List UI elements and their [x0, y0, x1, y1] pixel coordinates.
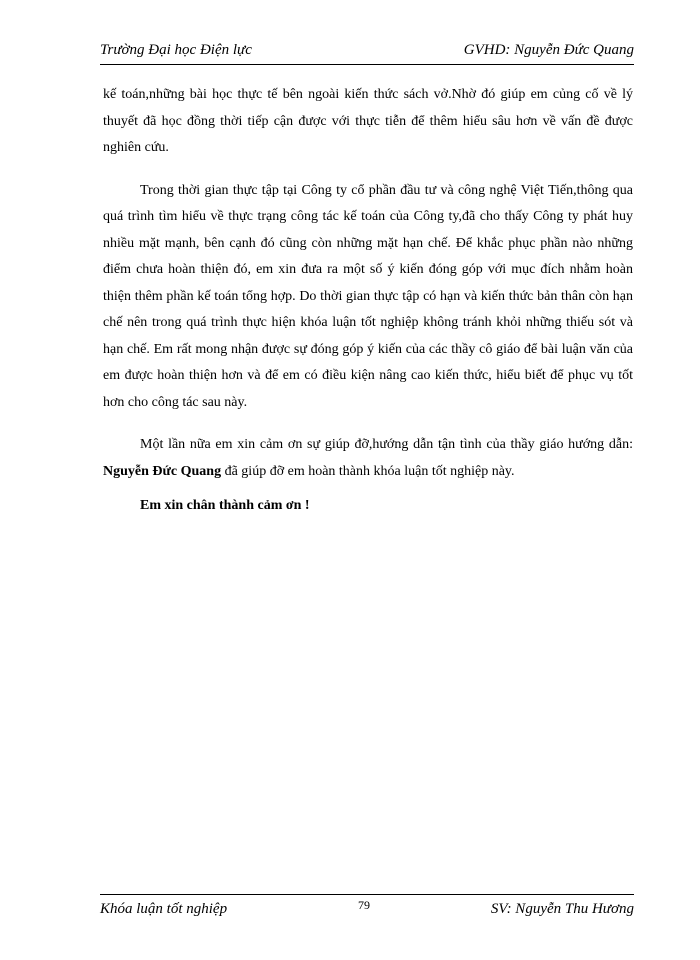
header-university: Trường Đại học Điện lực	[100, 42, 252, 58]
paragraph-3-text-after: đã giúp đỡ em hoàn thành khóa luận tốt nghiệp này.	[221, 463, 515, 479]
page-number: 79	[358, 898, 370, 912]
supervisor-name: Nguyễn Đức Quang	[103, 463, 222, 479]
paragraph-3-text-before: Một lần nữa em xin cảm ơn sự giúp đỡ,hướng dẫn tận tình của thầy giáo hướng dẫn:	[140, 437, 633, 452]
paragraph-2: Trong thời gian thực tập tại Công ty cổ phần đầu tư và công nghệ Việt Tiến,thông qua quá trình tìm hiểu về thực trạng công tác kế toán của Công ty,đã cho thấy Công ty phát huy nhiều mặt mạnh, bên cạnh đó cũng còn những mặt hạn chế. Để khắc phục phần nào những điểm chưa hoàn thiện đó, em xin đưa ra một số ý kiến đóng góp với mục đích nhằm hoàn thiện thêm phần kế toán tổng hợp. Do thời gian thực tập có hạn và kiến thức bản thân còn hạn chế nên trong quá trình thực hiện khóa luận tốt nghiệp không tránh khỏi những thiếu sót và hạn chế. Em rất mong nhận được sự đóng góp ý kiến của các thầy cô giáo để bài luận văn của em được hoàn thiện hơn và để em có điều kiện nâng cao kiến thức, hiểu biết để phục vụ tốt hơn cho công tác sau này.	[103, 182, 633, 410]
page-header	[100, 38, 634, 65]
footer-thesis-label: Khóa luận tốt nghiệp	[100, 901, 228, 917]
page-footer	[100, 894, 634, 923]
footer-student: SV: Nguyễn Thu Hương	[490, 901, 634, 917]
header-supervisor: GVHD: Nguyễn Đức Quang	[463, 42, 634, 58]
paragraph-1: kế toán,những bài học thực tế bên ngoài kiến thức sách vở.Nhờ đó giúp em củng cố về lý thuyết đã học đồng thời tiếp cận được với thực tiễn để thêm hiểu sâu hơn về vấn đề được nghiên cứu.	[103, 87, 633, 155]
thanks-line: Em xin chân thành cảm ơn !	[140, 498, 310, 513]
body-text	[103, 82, 633, 520]
paragraph-3	[103, 432, 633, 485]
